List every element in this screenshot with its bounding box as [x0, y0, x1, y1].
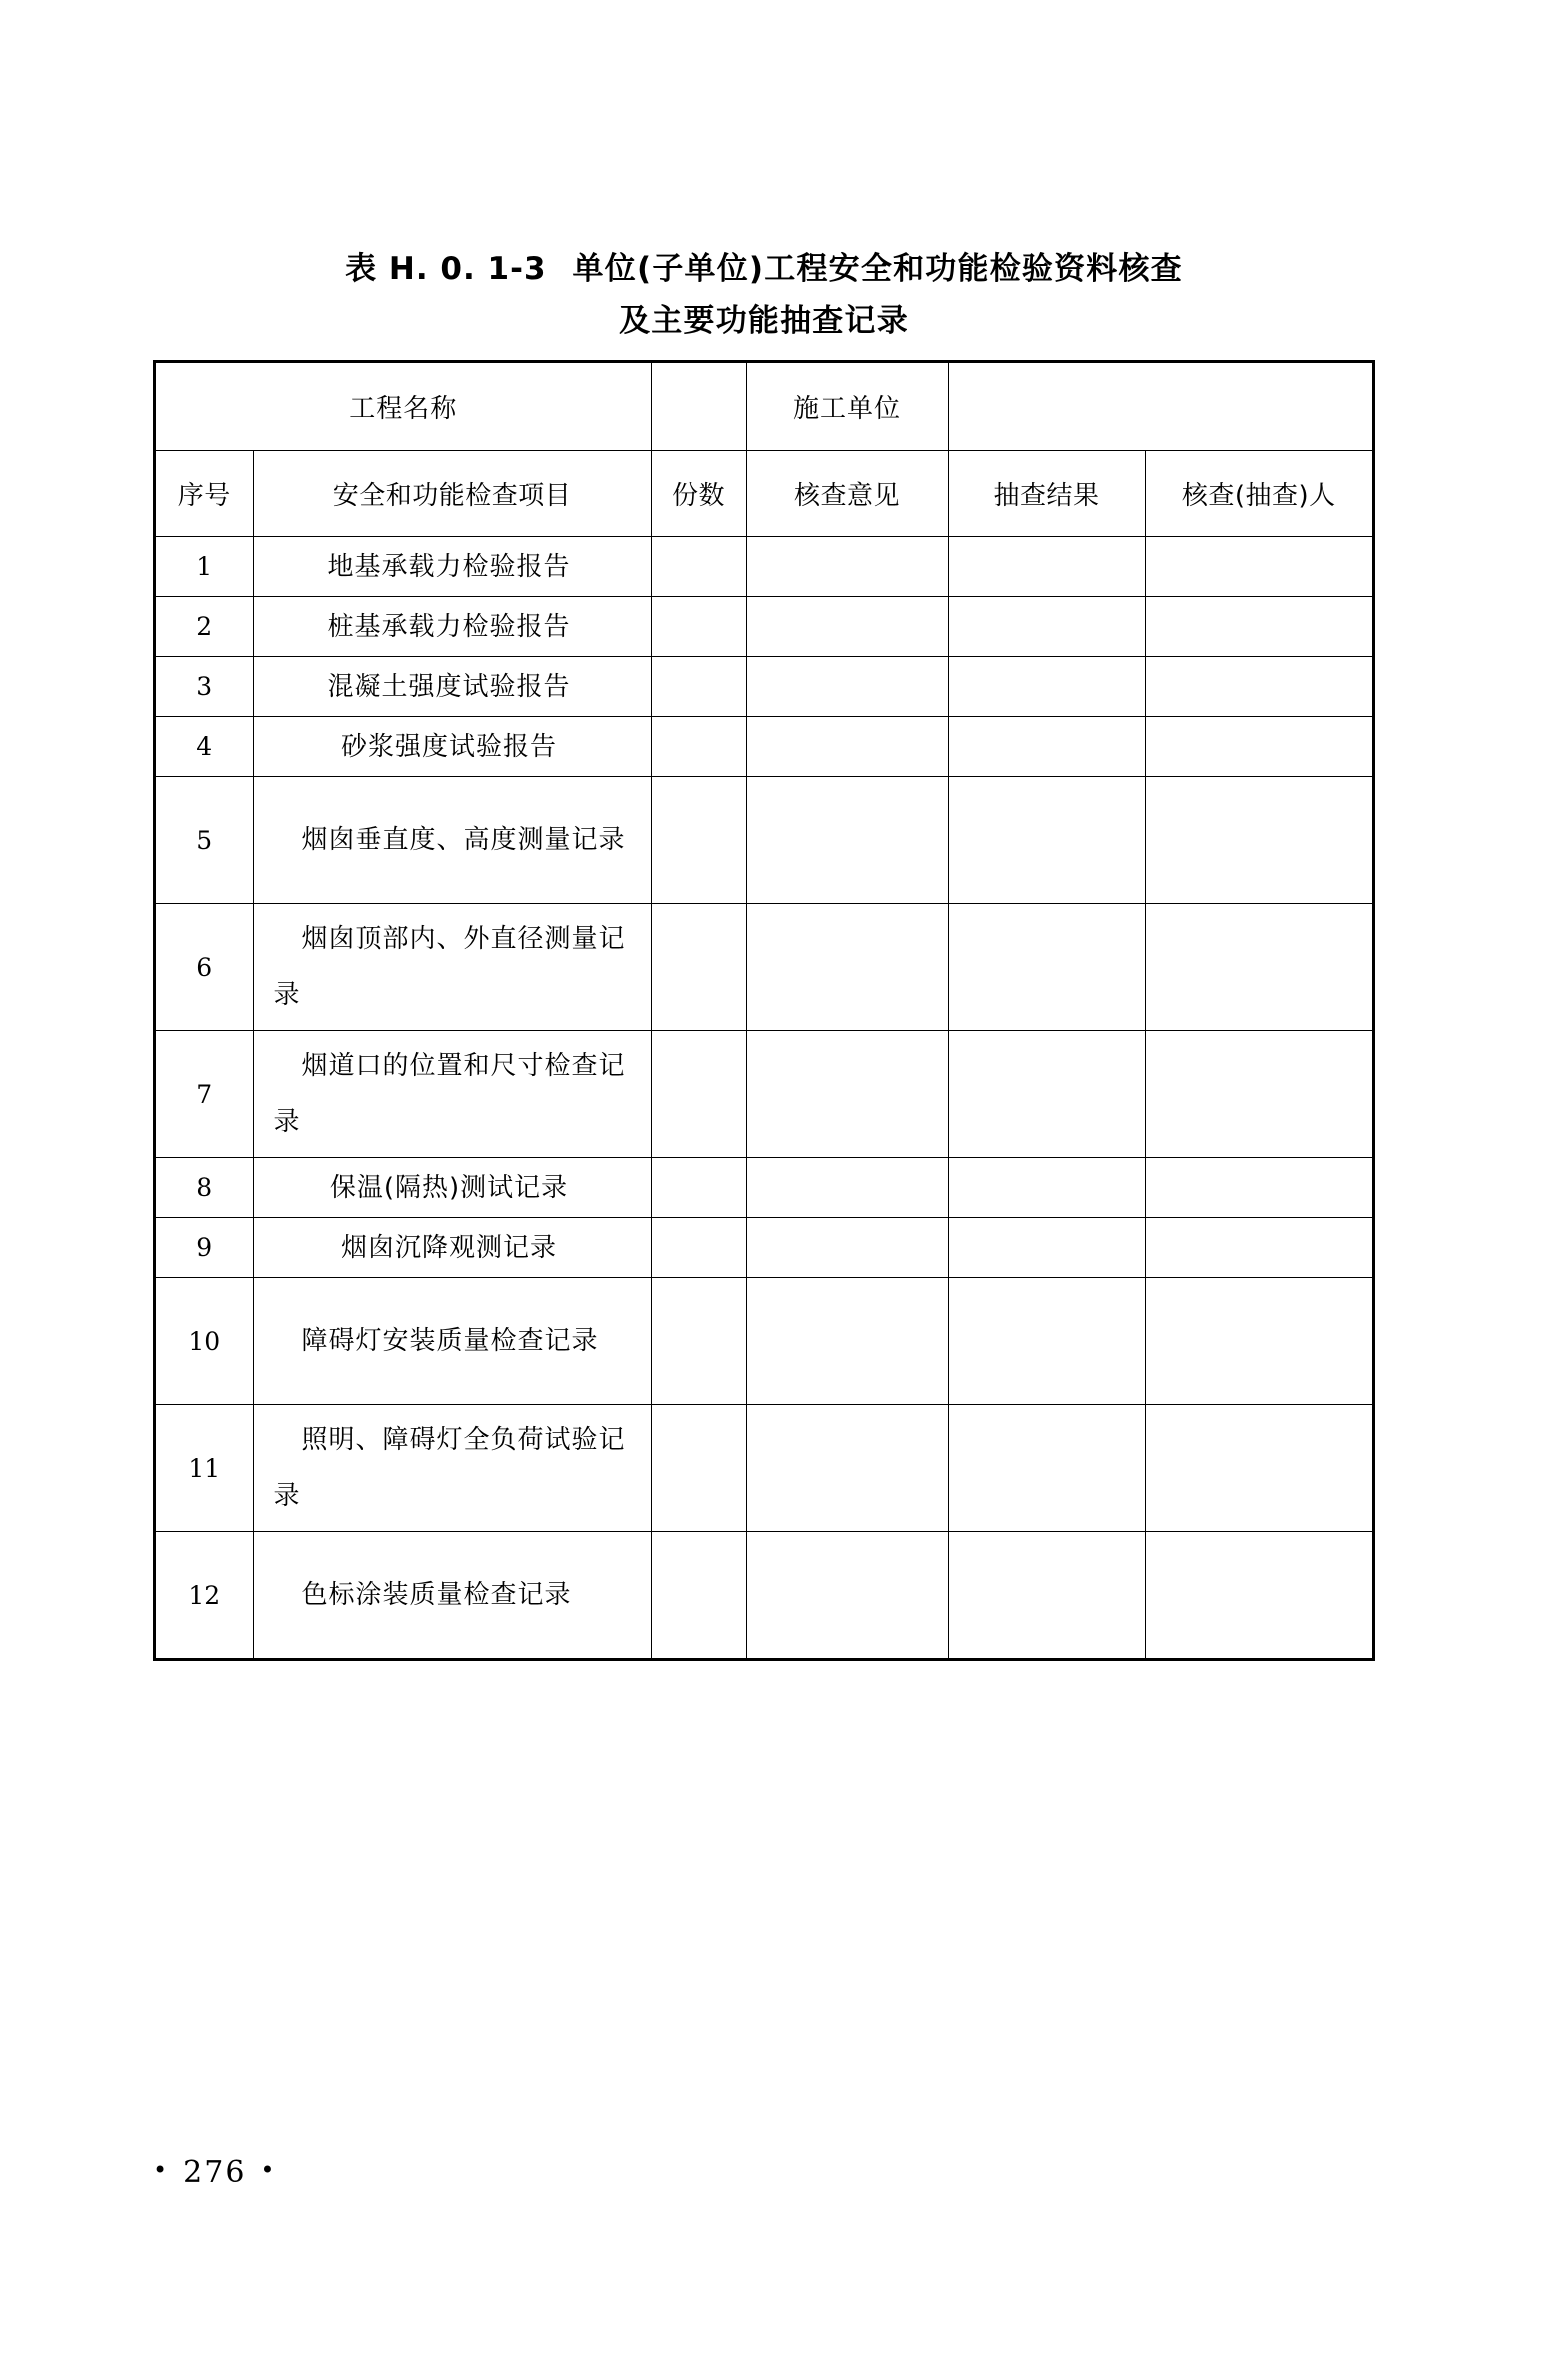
spot-check-result-input[interactable] [948, 1031, 1145, 1158]
inspection-item-label: 照明、障碍灯全负荷试验记录 [253, 1405, 651, 1532]
inspection-record-table [153, 360, 1375, 1661]
row-number: 6 [156, 904, 253, 1031]
copies-input[interactable] [651, 1158, 746, 1218]
review-opinion-input[interactable] [746, 537, 948, 597]
inspection-item-label: 烟道口的位置和尺寸检查记录 [253, 1031, 651, 1158]
review-opinion-input[interactable] [746, 1158, 948, 1218]
spot-check-result-input[interactable] [948, 1278, 1145, 1405]
row-number: 8 [156, 1158, 253, 1218]
copies-input[interactable] [651, 777, 746, 904]
title-line-2: 及主要功能抽查记录 [619, 303, 909, 339]
spot-check-result-input[interactable] [948, 1532, 1145, 1659]
info-row [156, 363, 1372, 451]
inspector-name-input[interactable] [1145, 777, 1372, 904]
row-number: 5 [156, 777, 253, 904]
column-header-1: 序号 [156, 451, 253, 537]
inspector-name-input[interactable] [1145, 657, 1372, 717]
table-row [156, 1278, 1372, 1405]
row-number: 3 [156, 657, 253, 717]
inspector-name-input[interactable] [1145, 1278, 1372, 1405]
inspector-name-input[interactable] [1145, 537, 1372, 597]
project-name-value[interactable] [651, 363, 746, 451]
page-number: 276 [183, 2155, 247, 2190]
inspector-name-input[interactable] [1145, 1405, 1372, 1532]
inspector-name-input[interactable] [1145, 1158, 1372, 1218]
review-opinion-input[interactable] [746, 904, 948, 1031]
inspector-name-input[interactable] [1145, 1031, 1372, 1158]
row-number: 7 [156, 1031, 253, 1158]
table-header-row [156, 451, 1372, 537]
page-title [153, 243, 1375, 347]
table-row [156, 904, 1372, 1031]
column-header-6: 核查(抽查)人 [1145, 451, 1372, 537]
review-opinion-input[interactable] [746, 1218, 948, 1278]
column-header-4: 核查意见 [746, 451, 948, 537]
inspector-name-input[interactable] [1145, 717, 1372, 777]
column-header-3: 份数 [651, 451, 746, 537]
copies-input[interactable] [651, 537, 746, 597]
review-opinion-input[interactable] [746, 1278, 948, 1405]
inspector-name-input[interactable] [1145, 597, 1372, 657]
construction-unit-label: 施工单位 [746, 363, 948, 451]
inspection-item-label: 烟囱垂直度、高度测量记录 [253, 777, 651, 904]
spot-check-result-input[interactable] [948, 777, 1145, 904]
footer-dot-right: • [260, 2156, 277, 2184]
row-number: 10 [156, 1278, 253, 1405]
copies-input[interactable] [651, 904, 746, 1031]
inspector-name-input[interactable] [1145, 904, 1372, 1031]
table-row [156, 1158, 1372, 1218]
footer-dot-left: • [153, 2156, 170, 2184]
spot-check-result-input[interactable] [948, 1218, 1145, 1278]
review-opinion-input[interactable] [746, 657, 948, 717]
inspection-item-label: 烟囱顶部内、外直径测量记录 [253, 904, 651, 1031]
table-row [156, 1218, 1372, 1278]
inspection-item-label: 地基承载力检验报告 [253, 537, 651, 597]
inspection-item-label: 色标涂装质量检查记录 [253, 1532, 651, 1659]
title-line-1 [153, 243, 1375, 295]
row-number: 12 [156, 1532, 253, 1659]
review-opinion-input[interactable] [746, 777, 948, 904]
column-header-5: 抽查结果 [948, 451, 1145, 537]
review-opinion-input[interactable] [746, 1532, 948, 1659]
table-row [156, 717, 1372, 777]
table-row [156, 1031, 1372, 1158]
copies-input[interactable] [651, 1405, 746, 1532]
table-row [156, 1405, 1372, 1532]
inspection-item-label: 障碍灯安装质量检查记录 [253, 1278, 651, 1405]
page-footer [153, 2155, 553, 2190]
inspection-item-label: 混凝土强度试验报告 [253, 657, 651, 717]
table-row [156, 537, 1372, 597]
column-header-2: 安全和功能检查项目 [253, 451, 651, 537]
spot-check-result-input[interactable] [948, 904, 1145, 1031]
copies-input[interactable] [651, 717, 746, 777]
copies-input[interactable] [651, 1031, 746, 1158]
review-opinion-input[interactable] [746, 1031, 948, 1158]
title-main-text: 单位(子单位)工程安全和功能检验资料核查 [572, 251, 1183, 287]
review-opinion-input[interactable] [746, 717, 948, 777]
project-name-label: 工程名称 [156, 363, 651, 451]
table-row [156, 777, 1372, 904]
spot-check-result-input[interactable] [948, 537, 1145, 597]
row-number: 4 [156, 717, 253, 777]
copies-input[interactable] [651, 1278, 746, 1405]
inspection-item-label: 保温(隔热)测试记录 [253, 1158, 651, 1218]
spot-check-result-input[interactable] [948, 1405, 1145, 1532]
copies-input[interactable] [651, 1218, 746, 1278]
row-number: 11 [156, 1405, 253, 1532]
copies-input[interactable] [651, 597, 746, 657]
inspection-item-label: 桩基承载力检验报告 [253, 597, 651, 657]
inspection-item-label: 烟囱沉降观测记录 [253, 1218, 651, 1278]
review-opinion-input[interactable] [746, 597, 948, 657]
row-number: 2 [156, 597, 253, 657]
table-row [156, 1532, 1372, 1659]
inspection-item-label: 砂浆强度试验报告 [253, 717, 651, 777]
row-number: 9 [156, 1218, 253, 1278]
table-row [156, 597, 1372, 657]
inspector-name-input[interactable] [1145, 1218, 1372, 1278]
table-row [156, 657, 1372, 717]
copies-input[interactable] [651, 1532, 746, 1659]
spot-check-result-input[interactable] [948, 657, 1145, 717]
row-number: 1 [156, 537, 253, 597]
table-code: 表 H. 0. 1-3 [345, 251, 547, 287]
inspector-name-input[interactable] [1145, 1532, 1372, 1659]
construction-unit-value[interactable] [948, 363, 1372, 451]
spot-check-result-input[interactable] [948, 717, 1145, 777]
copies-input[interactable] [651, 657, 746, 717]
spot-check-result-input[interactable] [948, 1158, 1145, 1218]
spot-check-result-input[interactable] [948, 597, 1145, 657]
review-opinion-input[interactable] [746, 1405, 948, 1532]
